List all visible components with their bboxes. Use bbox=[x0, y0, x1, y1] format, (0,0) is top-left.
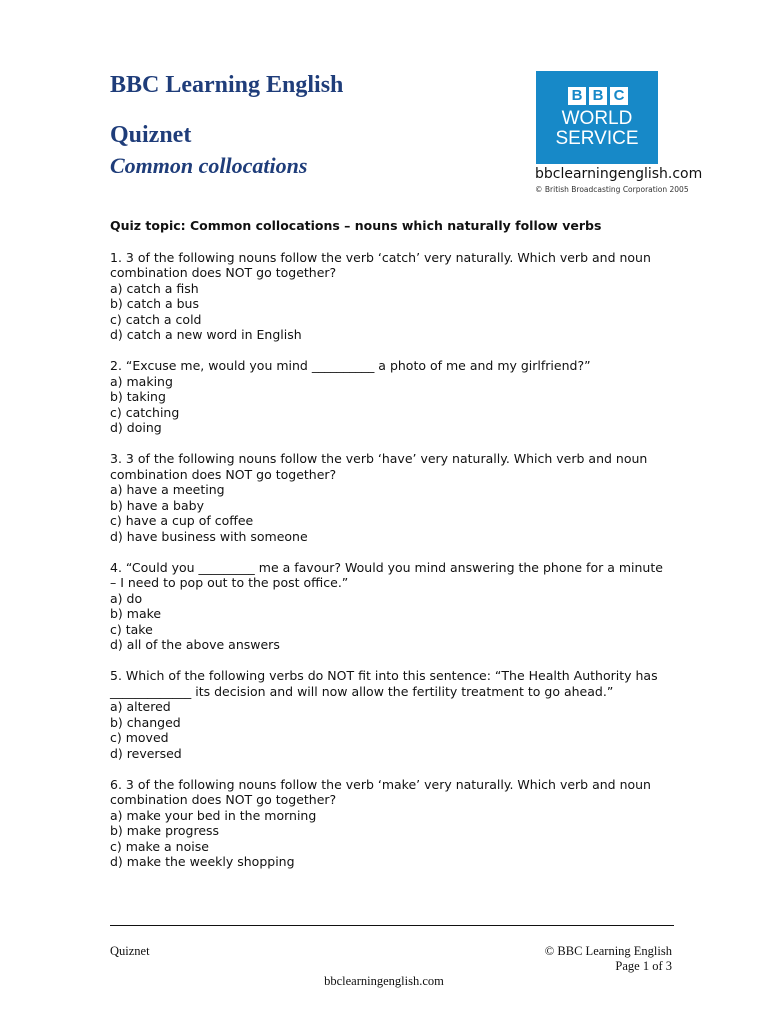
answer-option: a) making bbox=[110, 373, 173, 389]
answer-option: a) altered bbox=[110, 699, 171, 714]
answer-option: a) do bbox=[110, 590, 143, 606]
logo-copyright: © British Broadcasting Corporation 2005 bbox=[535, 185, 689, 194]
question-4 bbox=[110, 560, 670, 653]
logo-service: SERVICE bbox=[555, 128, 639, 149]
answer-option: d) reversed bbox=[110, 745, 182, 761]
answer-option: d) doing bbox=[110, 420, 162, 435]
logo-site-text: bbclearningenglish.com bbox=[535, 166, 703, 182]
footer-site: bbclearningenglish.com bbox=[324, 974, 444, 988]
footer-copyright: © BBC Learning English bbox=[544, 944, 672, 958]
question-2 bbox=[110, 358, 670, 436]
bbc-letter-b2: B bbox=[589, 87, 607, 105]
answer-option: d) make the weekly shopping bbox=[110, 854, 295, 869]
question-text: 3. 3 of the following nouns follow the verb ‘have’ very naturally. Which verb and noun combination does NOT go together? bbox=[110, 451, 648, 482]
answer-option: c) catch a cold bbox=[110, 311, 202, 327]
question-text: 1. 3 of the following nouns follow the verb ‘catch’ very naturally. Which verb and noun combination does NOT go together? bbox=[110, 249, 651, 280]
answer-option: d) have business with someone bbox=[110, 528, 308, 544]
question-1 bbox=[110, 250, 670, 343]
answer-option: a) catch a fish bbox=[110, 280, 199, 296]
question-text: 4. “Could you _________ me a favour? Would you mind answering the phone for a minute – I need to pop out to the post office.” bbox=[110, 559, 663, 590]
answer-option: c) take bbox=[110, 621, 153, 637]
answer-option: c) catching bbox=[110, 404, 180, 420]
answer-option: b) changed bbox=[110, 714, 181, 730]
answer-option: c) moved bbox=[110, 730, 169, 745]
answer-option: b) make progress bbox=[110, 823, 220, 838]
page-title: BBC Learning English bbox=[110, 72, 344, 98]
quiz-topic: Quiz topic: Common collocations – nouns which naturally follow verbs bbox=[110, 218, 602, 233]
answer-option: d) catch a new word in English bbox=[110, 327, 302, 342]
page-subtitle: Common collocations bbox=[110, 153, 308, 178]
answer-option: b) catch a bus bbox=[110, 296, 199, 311]
answer-option: d) all of the above answers bbox=[110, 637, 280, 652]
quiz-content bbox=[110, 218, 670, 885]
answer-option: b) make bbox=[110, 606, 162, 621]
logo-world: WORLD bbox=[561, 108, 633, 129]
answer-option: b) taking bbox=[110, 389, 166, 404]
answer-option: a) have a meeting bbox=[110, 482, 225, 497]
answer-option: a) make your bed in the morning bbox=[110, 807, 317, 823]
bbc-letter-b1: B bbox=[568, 87, 586, 105]
footer-left-text: Quiznet bbox=[110, 944, 150, 958]
question-text: 2. “Excuse me, would you mind __________ a photo of me and my girlfriend?” bbox=[110, 358, 591, 373]
question-text: 5. Which of the following verbs do NOT fit into this sentence: “The Health Authority has _____________ its decision and will now allow the fertility treatment to go ahead.” bbox=[110, 668, 658, 699]
footer-divider bbox=[110, 925, 674, 926]
question-6 bbox=[110, 777, 670, 870]
question-5 bbox=[110, 668, 670, 761]
quiz-name: Quiznet bbox=[110, 122, 192, 148]
answer-option: b) have a baby bbox=[110, 497, 204, 513]
question-3 bbox=[110, 451, 670, 544]
bbc-letter-blocks bbox=[568, 87, 628, 105]
bbc-letter-c: C bbox=[610, 87, 628, 105]
bbc-world-service-logo bbox=[536, 71, 658, 164]
footer-right bbox=[545, 944, 672, 973]
answer-option: c) have a cup of coffee bbox=[110, 513, 254, 528]
answer-option: c) make a noise bbox=[110, 838, 209, 854]
page-number: Page 1 of 3 bbox=[615, 958, 672, 973]
question-text: 6. 3 of the following nouns follow the verb ‘make’ very naturally. Which verb and noun combination does NOT go together? bbox=[110, 776, 651, 807]
